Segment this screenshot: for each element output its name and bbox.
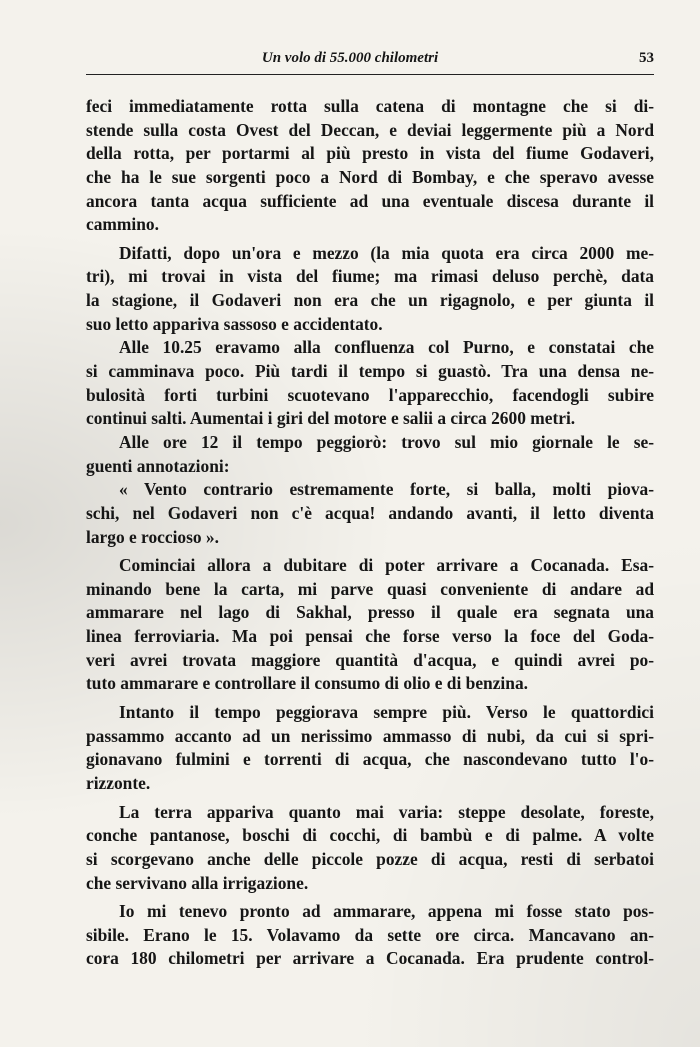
- text-line: veri avrei trovata maggiore quantità d'acqua, e quindi avrei po-: [86, 649, 654, 670]
- text-line: si scorgevano anche delle piccole pozze di acqua, resti di serbatoi: [86, 848, 654, 869]
- text-line: ammarare nel lago di Sakhal, presso il quale era segnata una: [86, 602, 654, 623]
- text-line: suo letto appariva sassoso e accidentato.: [86, 313, 383, 334]
- text-line: Io mi tenevo pronto ad ammarare, appena mi fosse stato pos-: [119, 901, 654, 922]
- paragraph: [86, 95, 654, 237]
- page-header: [86, 46, 654, 75]
- text-line: guenti annotazioni:: [86, 455, 230, 476]
- quotation: [86, 478, 654, 549]
- text-line: la stagione, il Godaveri non era che un rigagnolo, e per giunta il: [86, 290, 654, 311]
- paragraph: [86, 336, 654, 431]
- text-line: gionavano fulmini e torrenti di acqua, che nascondevano tutto l'o-: [86, 749, 654, 770]
- text-line: che servivano alla irrigazione.: [86, 872, 309, 893]
- text-line: cammino.: [86, 214, 159, 235]
- body-text: [86, 95, 654, 971]
- text-line: continui salti. Aumentai i giri del motore e salii a circa 2600 metri.: [86, 408, 576, 429]
- text-line: sibile. Erano le 15. Volavamo da sette ore circa. Mancavano an-: [86, 924, 654, 945]
- paragraph: [86, 431, 654, 478]
- text-line: schi, nel Godaveri non c'è acqua! andando avanti, il letto diventa: [86, 502, 654, 523]
- text-line: Cominciai allora a dubitare di poter arrivare a Cocanada. Esa-: [119, 555, 654, 576]
- page-number: 53: [639, 50, 654, 66]
- text-line: tri), mi trovai in vista del fiume; ma rimasi deluso perchè, data: [86, 266, 654, 287]
- running-title: Un volo di 55.000 chilometri: [261, 50, 439, 66]
- paragraph: [86, 801, 654, 896]
- text-line: Difatti, dopo un'ora e mezzo (la mia quota era circa 2000 me-: [119, 242, 654, 263]
- text-line: feci immediatamente rotta sulla catena di montagne che si di-: [86, 96, 654, 116]
- text-line: linea ferroviaria. Ma poi pensai che forse verso la foce del Goda-: [86, 626, 654, 647]
- paragraph: [86, 242, 654, 337]
- paragraph: [86, 900, 654, 971]
- text-line: bulosità forti turbini scuotevano l'apparecchio, facendogli subire: [86, 384, 654, 405]
- text-line: stende sulla costa Ovest del Deccan, e deviai leggermente più a Nord: [86, 119, 654, 140]
- text-line: tuto ammarare e controllare il consumo di olio e di benzina.: [86, 673, 528, 694]
- text-line: Intanto il tempo peggiorava sempre più. Verso le quattordici: [119, 702, 654, 723]
- text-line: conche pantanose, boschi di cocchi, di bambù e di palme. A volte: [86, 825, 654, 846]
- text-line: Alle 10.25 eravamo alla confluenza col Purno, e constatai che: [119, 337, 654, 358]
- text-line: cora 180 chilometri per arrivare a Cocanada. Era prudente control-: [86, 948, 654, 969]
- text-line: La terra appariva quanto mai varia: steppe desolate, foreste,: [119, 801, 654, 822]
- paragraph: [86, 554, 654, 696]
- text-line: ancora tanta acqua sufficiente ad una eventuale discesa durante il: [86, 190, 654, 211]
- text-line: Alle ore 12 il tempo peggiorò: trovo sul mio giornale le se-: [119, 431, 654, 452]
- text-line: della rotta, per portarmi al più presto in vista del fiume Godaveri,: [86, 143, 654, 164]
- text-line: « Vento contrario estremamente forte, si balla, molti piova-: [119, 479, 654, 500]
- text-line: si camminava poco. Più tardi il tempo si guastò. Tra una densa ne-: [86, 361, 654, 382]
- text-line: passammo accanto ad un nerissimo ammasso di nubi, da cui si spri-: [86, 725, 654, 746]
- text-line: largo e roccioso ».: [86, 526, 219, 547]
- text-line: che ha le sue sorgenti poco a Nord di Bombay, e che speravo avesse: [86, 166, 654, 187]
- text-line: rizzonte.: [86, 772, 151, 793]
- text-line: minando bene la carta, mi parve quasi conveniente di andare ad: [86, 578, 654, 599]
- paragraph: [86, 701, 654, 796]
